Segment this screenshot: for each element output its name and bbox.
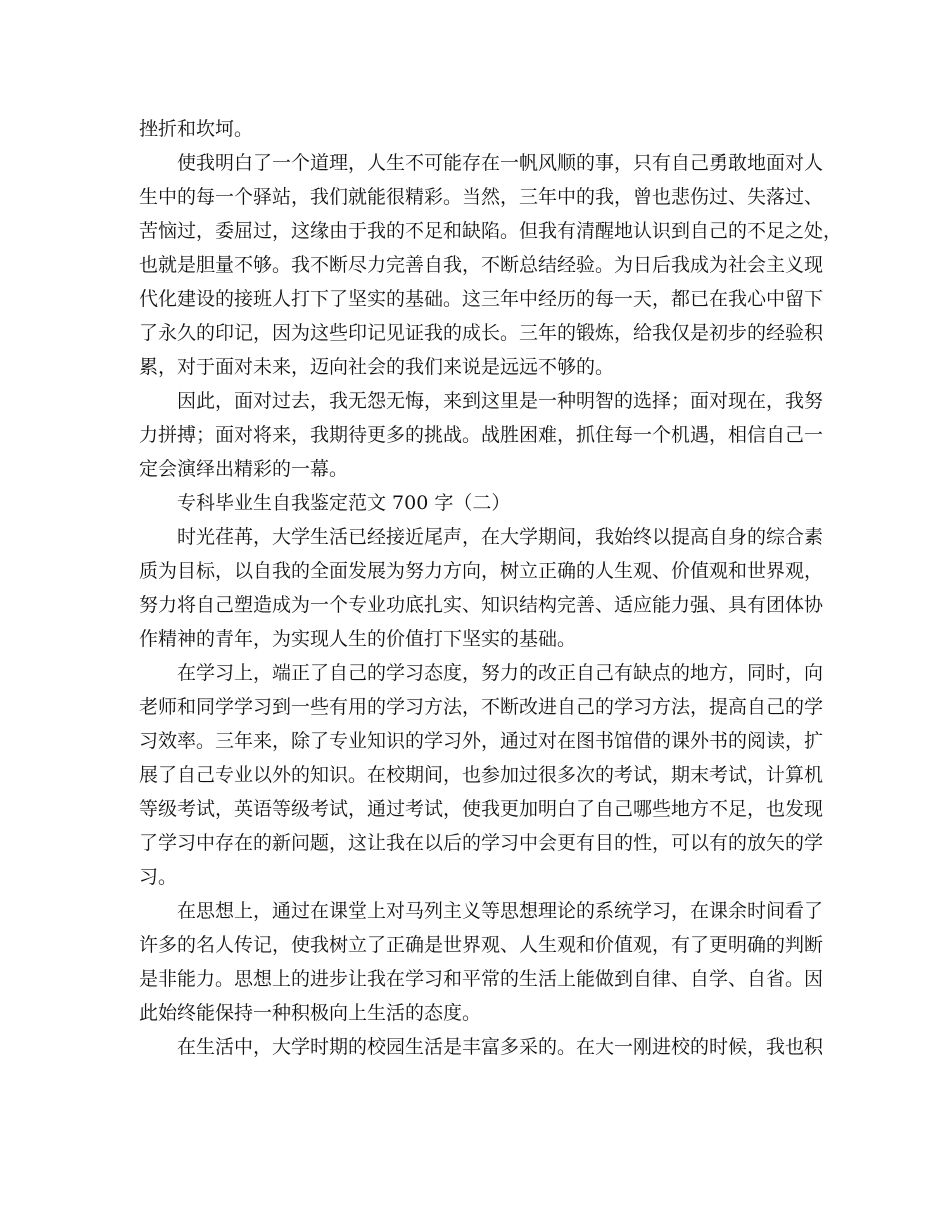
- text-line: 此始终能保持一种积极向上生活的态度。: [139, 1002, 482, 1024]
- text-line: 使我明白了一个道理，人生不可能存在一帆风顺的事，只有自己勇敢地面对人: [177, 152, 824, 174]
- text-line: 习。: [139, 866, 178, 888]
- text-line: 了永久的印记，因为这些印记见证我的成长。三年的锻炼，给我仅是初步的经验积: [139, 322, 824, 344]
- text-line: 生中的每一个驿站，我们就能很精彩。当然，三年中的我，曾也悲伤过、失落过、: [139, 186, 824, 208]
- text-line: 定会演绎出精彩的一幕。: [139, 458, 349, 480]
- text-line: 在思想上，通过在课堂上对马列主义等思想理论的系统学习，在课余时间看了: [177, 900, 824, 922]
- text-line: 质为目标，以自我的全面发展为努力方向，树立正确的人生观、价值观和世界观，: [139, 560, 824, 582]
- text-line: 是非能力。思想上的进步让我在学习和平常的生活上能做到自律、自学、自省。因: [139, 968, 824, 990]
- document-body: [139, 112, 843, 1064]
- text-line: 作精神的青年，为实现人生的价值打下坚实的基础。: [139, 628, 577, 650]
- text-line: 在学习上，端正了自己的学习态度，努力的改正自己有缺点的地方，同时，向: [177, 662, 824, 684]
- text-line: 代化建设的接班人打下了坚实的基础。这三年中经历的每一天，都已在我心中留下: [139, 288, 824, 310]
- text-line: 因此，面对过去，我无怨无悔，来到这里是一种明智的选择；面对现在，我努: [177, 390, 824, 412]
- text-line: 了学习中存在的新问题，这让我在以后的学习中会更有目的性，可以有的放矢的学: [139, 832, 824, 854]
- text-line: 习效率。三年来，除了专业知识的学习外，通过对在图书馆借的课外书的阅读，扩: [139, 730, 824, 752]
- text-line: 展了自己专业以外的知识。在校期间，也参加过很多次的考试，期末考试，计算机: [139, 764, 824, 786]
- text-line: 力拼搏；面对将来，我期待更多的挑战。战胜困难，抓住每一个机遇，相信自己一: [139, 424, 824, 446]
- text-line: 苦恼过，委屈过，这缘由于我的不足和缺陷。但我有清醒地认识到自己的不足之处，: [139, 220, 843, 242]
- text-line: 许多的名人传记，使我树立了正确是世界观、人生观和价值观，有了更明确的判断: [139, 934, 824, 956]
- text-line: 在生活中，大学时期的校园生活是丰富多采的。在大一刚进校的时候，我也积: [177, 1036, 824, 1058]
- text-line: 也就是胆量不够。我不断尽力完善自我，不断总结经验。为日后我成为社会主义现: [139, 254, 824, 276]
- text-line: 挫折和坎坷。: [139, 118, 254, 140]
- text-line: 等级考试，英语等级考试，通过考试，使我更加明白了自己哪些地方不足，也发现: [139, 798, 824, 820]
- text-line: 时光荏苒，大学生活已经接近尾声，在大学期间，我始终以提高自身的综合素: [177, 526, 824, 548]
- text-line: 努力将自己塑造成为一个专业功底扎实、知识结构完善、适应能力强、具有团体协: [139, 594, 824, 616]
- text-line: 老师和同学学习到一些有用的学习方法，不断改进自己的学习方法，提高自己的学: [139, 696, 824, 718]
- text-line: 累，对于面对未来，迈向社会的我们来说是远远不够的。: [139, 356, 615, 378]
- text-line: 专科毕业生自我鉴定范文 700 字（二）: [177, 492, 511, 514]
